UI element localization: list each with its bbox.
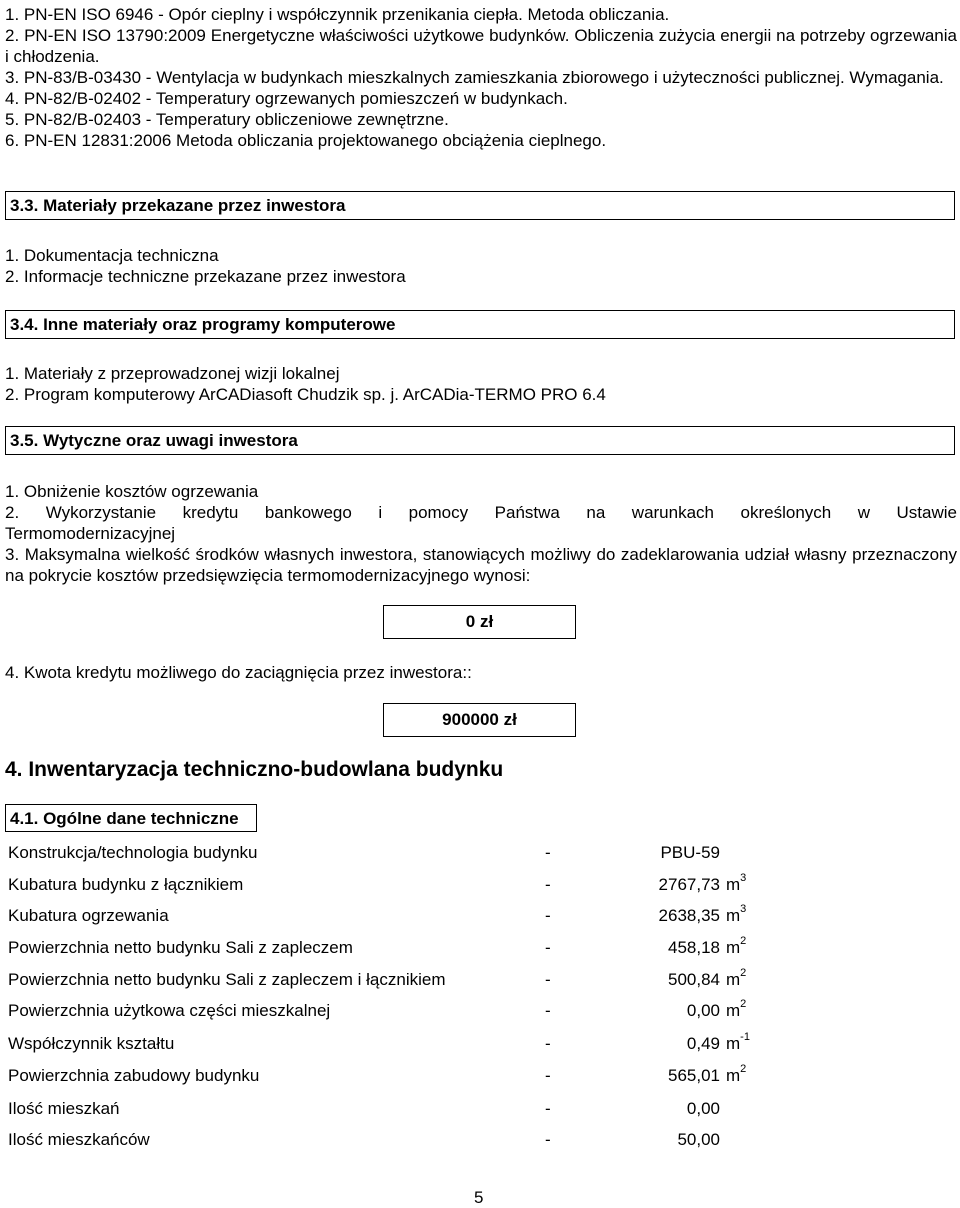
row-value: PBU-59 xyxy=(660,843,720,862)
norm-item: 5. PN-82/B-02403 - Temperatury obliczeniowe zewnętrzne. xyxy=(5,110,449,129)
norm-item: 6. PN-EN 12831:2006 Metoda obliczania projektowanego obciążenia cieplnego. xyxy=(5,131,607,150)
row-value: 2638,35 xyxy=(658,906,720,925)
row-unit: $m^2$ xyxy=(726,935,747,957)
table-row xyxy=(8,1033,768,1057)
table-row xyxy=(8,1129,768,1153)
row-dash: - xyxy=(545,1099,551,1118)
row-value: 565,01 xyxy=(668,1066,720,1085)
row-unit: $m^2$ xyxy=(726,998,747,1020)
list-item-continuation: Termomodernizacyjnej xyxy=(5,524,176,543)
norm-item: 1. PN-EN ISO 6946 - Opór cieplny i współczynnik przenikania ciepła. Metoda obliczania. xyxy=(5,5,670,24)
row-dash: - xyxy=(545,906,551,925)
section-heading-3-3: 3.3. Materiały przekazane przez inwestora xyxy=(5,191,955,220)
row-value: 0,49 xyxy=(686,1034,720,1053)
section-3-4-list xyxy=(5,363,957,405)
table-row xyxy=(8,842,768,866)
row-value: 50,00 xyxy=(677,1130,720,1149)
row-value: 0,00 xyxy=(686,1001,720,1020)
norm-item: 4. PN-82/B-02402 - Temperatury ogrzewanych pomieszczeń w budynkach. xyxy=(5,89,568,108)
row-label: Konstrukcja/technologia budynku xyxy=(8,843,258,862)
row-dash: - xyxy=(545,1001,551,1020)
table-row xyxy=(8,1065,768,1089)
section-heading-4: 4. Inwentaryzacja techniczno-budowlana budynku xyxy=(5,758,504,781)
row-dash: - xyxy=(545,970,551,989)
table-row xyxy=(8,1098,768,1122)
row-label: Powierzchnia użytkowa części mieszkalnej xyxy=(8,1001,331,1020)
row-unit: $m^2$ xyxy=(726,1063,747,1085)
list-item: 4. Kwota kredytu możliwego do zaciągnięcia przez inwestora:: xyxy=(5,663,472,682)
table-row xyxy=(8,874,768,898)
row-value: 458,18 xyxy=(668,938,720,957)
own-funds-value-box: 0 zł xyxy=(383,605,576,639)
row-dash: - xyxy=(545,875,551,894)
row-label: Kubatura budynku z łącznikiem xyxy=(8,875,244,894)
row-dash: - xyxy=(545,1034,551,1053)
norm-item: 2. PN-EN ISO 13790:2009 Energetyczne właściwości użytkowe budynków. Obliczenia zużycia energii na potrzeby ogrzewania i chłodzenia. xyxy=(5,26,957,66)
section-heading-4-1: 4.1. Ogólne dane techniczne xyxy=(5,804,257,832)
page-number: 5 xyxy=(474,1188,484,1207)
row-unit: $m^3$ xyxy=(726,903,747,925)
norm-item: 3. PN-83/B-03430 - Wentylacja w budynkach mieszkalnych zamieszkania zbiorowego i użyteczności publicznej. Wymagania. xyxy=(5,68,944,87)
table-row xyxy=(8,905,768,929)
section-heading-3-5: 3.5. Wytyczne oraz uwagi inwestora xyxy=(5,426,955,455)
norms-list xyxy=(5,4,957,151)
section-heading-3-4: 3.4. Inne materiały oraz programy komputerowe xyxy=(5,310,955,339)
row-dash: - xyxy=(545,843,551,862)
list-item: 1. Materiały z przeprowadzonej wizji lokalnej xyxy=(5,364,340,383)
credit-value-box: 900000 zł xyxy=(383,703,576,737)
row-dash: - xyxy=(545,938,551,957)
list-item: 2. Program komputerowy ArCADiasoft Chudzik sp. j. ArCADia-TERMO PRO 6.4 xyxy=(5,385,606,404)
list-item: 1. Dokumentacja techniczna xyxy=(5,246,219,265)
table-row xyxy=(8,969,768,993)
row-label: Ilość mieszkań xyxy=(8,1099,120,1118)
list-item: 1. Obniżenie kosztów ogrzewania xyxy=(5,482,259,501)
section-3-5-list xyxy=(5,481,957,586)
row-label: Powierzchnia zabudowy budynku xyxy=(8,1066,260,1085)
row-label: Powierzchnia netto budynku Sali z zapleczem xyxy=(8,938,353,957)
row-label: Ilość mieszkańców xyxy=(8,1130,150,1149)
row-label: Kubatura ogrzewania xyxy=(8,906,169,925)
list-item: 2. Informacje techniczne przekazane przez inwestora xyxy=(5,267,406,286)
list-item: 3. Maksymalna wielkość środków własnych inwestora, stanowiących możliwy do zadeklarowania udział własny przeznaczony na pokrycie kosztów przedsięwzięcia termomodernizacyjnego wynosi: xyxy=(5,545,957,585)
row-unit: $m^2$ xyxy=(726,967,747,989)
row-unit: $m^{-1}$ xyxy=(726,1031,750,1053)
section-3-3-list xyxy=(5,245,957,287)
row-value: 2767,73 xyxy=(658,875,720,894)
list-item: 2. Wykorzystanie kredytu bankowego i pomocy Państwa na warunkach określonych w Ustawie xyxy=(5,503,957,522)
table-row xyxy=(8,1000,768,1024)
row-value: 0,00 xyxy=(686,1099,720,1118)
row-dash: - xyxy=(545,1066,551,1085)
row-label: Powierzchnia netto budynku Sali z zapleczem i łącznikiem xyxy=(8,970,446,989)
row-label: Współczynnik kształtu xyxy=(8,1034,175,1053)
row-value: 500,84 xyxy=(668,970,720,989)
table-row xyxy=(8,937,768,961)
row-unit: $m^3$ xyxy=(726,872,747,894)
row-dash: - xyxy=(545,1130,551,1149)
